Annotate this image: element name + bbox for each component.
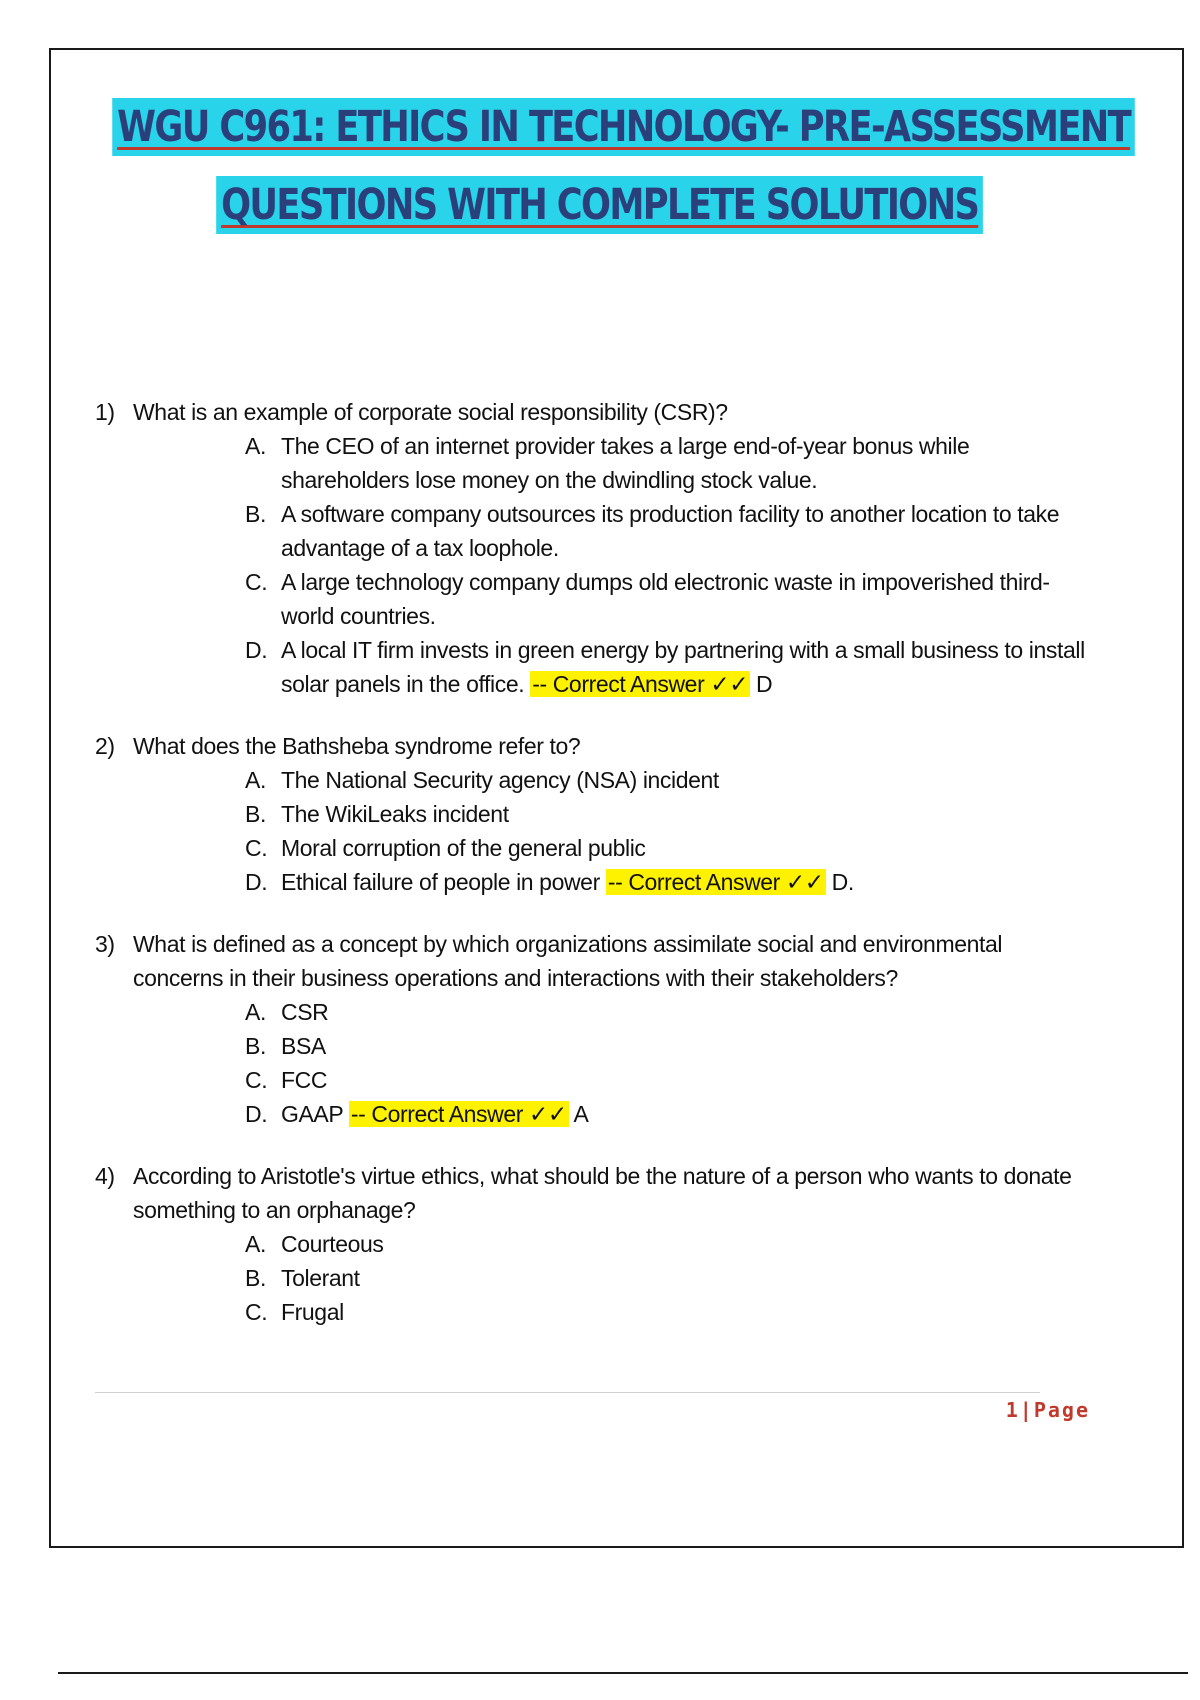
option-d: D. A local IT firm invests in green energy by partnering with a small business to install solar panels in the office. -- Correct Answer ✓✓ D (245, 637, 1085, 697)
question-text: What is defined as a concept by which organizations assimilate social and environmental concerns in their business operations and interactions with their stakeholders? (133, 931, 1003, 991)
question-number: 1) (95, 399, 115, 425)
page-bottom-divider (58, 1672, 1188, 1674)
correct-answer-value: D. (825, 869, 854, 895)
option-a: A. The CEO of an internet provider takes a large end-of-year bonus while shareholders lose money on the dwindling stock value. (245, 433, 970, 493)
correct-answer-highlight: -- Correct Answer ✓✓ (532, 671, 749, 697)
option-d: D. GAAP -- Correct Answer ✓✓ A (245, 1101, 589, 1127)
question-3 (95, 927, 1095, 1131)
option-b: B. BSA (245, 1033, 326, 1059)
option-d: D. Ethical failure of people in power -- Correct Answer ✓✓ D. (245, 869, 854, 895)
question-number: 4) (95, 1163, 115, 1189)
option-a: A. The National Security agency (NSA) incident (245, 767, 719, 793)
correct-answer-value: A (568, 1101, 589, 1127)
title-line-2: QUESTIONS WITH COMPLETE SOLUTIONS (216, 176, 983, 234)
document-title (0, 98, 1200, 234)
question-number: 3) (95, 931, 115, 957)
question-list (95, 395, 1095, 1357)
option-a: A. CSR (245, 999, 329, 1025)
option-a: A. Courteous (245, 1231, 384, 1257)
page-number: 1|Page (1005, 1398, 1090, 1422)
option-b: B. Tolerant (245, 1265, 360, 1291)
question-text: What does the Bathsheba syndrome refer to? (133, 733, 581, 759)
option-b: B. A software company outsources its production facility to another location to take advantage of a tax loophole. (245, 501, 1060, 561)
title-line-1: WGU C961: ETHICS IN TECHNOLOGY- PRE-ASSESSMENT (112, 98, 1135, 156)
option-b: B. The WikiLeaks incident (245, 801, 509, 827)
question-text: According to Aristotle's virtue ethics, what should be the nature of a person who wants to donate something to an orphanage? (133, 1163, 1072, 1223)
question-number: 2) (95, 733, 115, 759)
option-c: C. FCC (245, 1067, 328, 1093)
correct-answer-highlight: -- Correct Answer ✓✓ (607, 869, 824, 895)
question-1 (95, 395, 1095, 701)
option-c: C. Frugal (245, 1299, 344, 1325)
question-text: What is an example of corporate social responsibility (CSR)? (133, 399, 728, 425)
correct-answer-value: D (750, 671, 773, 697)
question-2 (95, 729, 1095, 899)
option-c: C. A large technology company dumps old electronic waste in impoverished third-world countries. (245, 569, 1050, 629)
question-4 (95, 1159, 1095, 1329)
footer-divider (95, 1392, 1040, 1393)
option-c: C. Moral corruption of the general public (245, 835, 646, 861)
correct-answer-highlight: -- Correct Answer ✓✓ (350, 1101, 567, 1127)
